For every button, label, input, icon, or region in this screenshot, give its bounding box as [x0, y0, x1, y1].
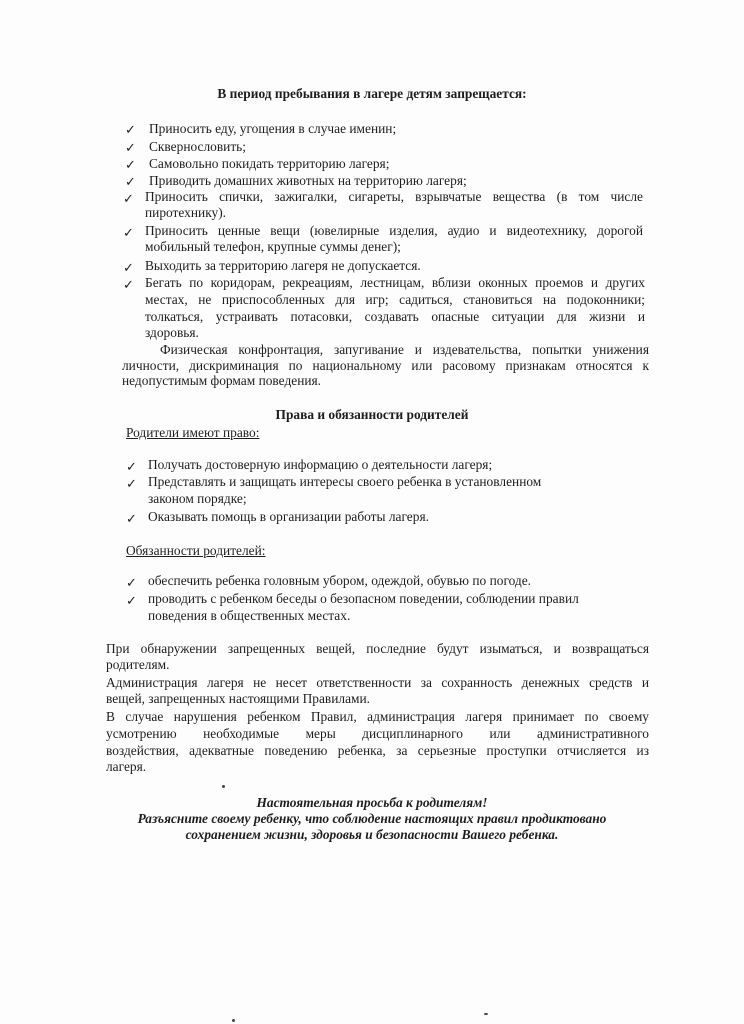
rights-heading: Родители имеют право:: [126, 425, 260, 440]
checkmark-icon: ✓: [126, 512, 137, 527]
checkmark-icon: ✓: [123, 278, 134, 293]
checkmark-icon: ✓: [123, 192, 134, 207]
checkmark-icon: ✓: [125, 123, 136, 138]
forbidden-title: В период пребывания в лагере детям запрещается:: [217, 86, 527, 101]
checkmark-icon: ✓: [126, 460, 137, 475]
scan-speck: [222, 785, 225, 788]
checkmark-icon: ✓: [126, 576, 137, 591]
checkmark-icon: ✓: [123, 261, 134, 276]
checkmark-icon: ✓: [125, 158, 136, 173]
duties-heading: Обязанности родителей:: [126, 543, 266, 558]
checkmark-icon: ✓: [125, 175, 136, 190]
checkmark-icon: ✓: [126, 594, 137, 609]
scan-speck: [484, 1013, 488, 1015]
checkmark-icon: ✓: [123, 226, 134, 241]
document-page: В период пребывания в лагере детям запрещается: ✓ Приносить еду, угощения в случае именин; ✓ Сквернословить; ✓ Самовольно покидать территорию лагеря; ✓ Приводить домашних животных на территорию лагеря; ✓ Приносить спички, зажигалки, сигареты, взрывчатые вещества (в том числе пиротехнику). ✓ Приносить ценные вещи (ювелирные изделия, аудио и видеотехнику, дорогой мобильный телефон, крупные суммы денег); ✓ Выходить за территорию лагеря не допускается. ✓ Бегать по коридорам, рекреациям, лестницам, вблизи оконных проемов и других местах, не приспособленных для игр; садиться, становиться на подоконники; толкаться, устраивать потасовки, создавать опасные ситуации для жизни и здоровья. Физическая конфронтация, запугивание и издевательства, попытки унижения личности, дискриминация по национальному или расовому признакам относятся к недопустимым формам поведения. Права и обязанности родителей Родители имеют право: ✓ Получать достоверную информацию о деятельности лагеря; ✓ Представлять и защищать интересы своего ребенка в установленном законом порядке; ✓ Оказывать помощь в организации работы лагеря. Обязанности родителей: ✓ обеспечить ребенка головным убором, одеждой, обувью по погоде. ✓ проводить с ребенком беседы о безопасном поведении, соблюдении правил поведения в общественных местах. При обнаружении запрещенных вещей, последние будут изыматься, и возвращаться родителям. Администрация лагеря не несет ответственности за сохранность денежных средств и вещей, запрещенных настоящими Правилами. В случае нарушения ребенком Правил, администрация лагеря принимает по своему усмотрению необходимые меры дисциплинарного или административного воздействия, адекватные поведению ребенка, за серьезные проступки отчисляется из лагеря. Настоятельная просьба к родителям! Разъясните своему ребенку, что соблюдение настоящих правил продиктовано сохранением жизни, здоровья и безопасности Вашего ребенка.: [0, 0, 744, 1024]
checkmark-icon: ✓: [125, 141, 136, 156]
checkmark-icon: ✓: [126, 477, 137, 492]
parents-title: Права и обязанности родителей: [275, 407, 469, 422]
scan-speck: [232, 1019, 235, 1022]
